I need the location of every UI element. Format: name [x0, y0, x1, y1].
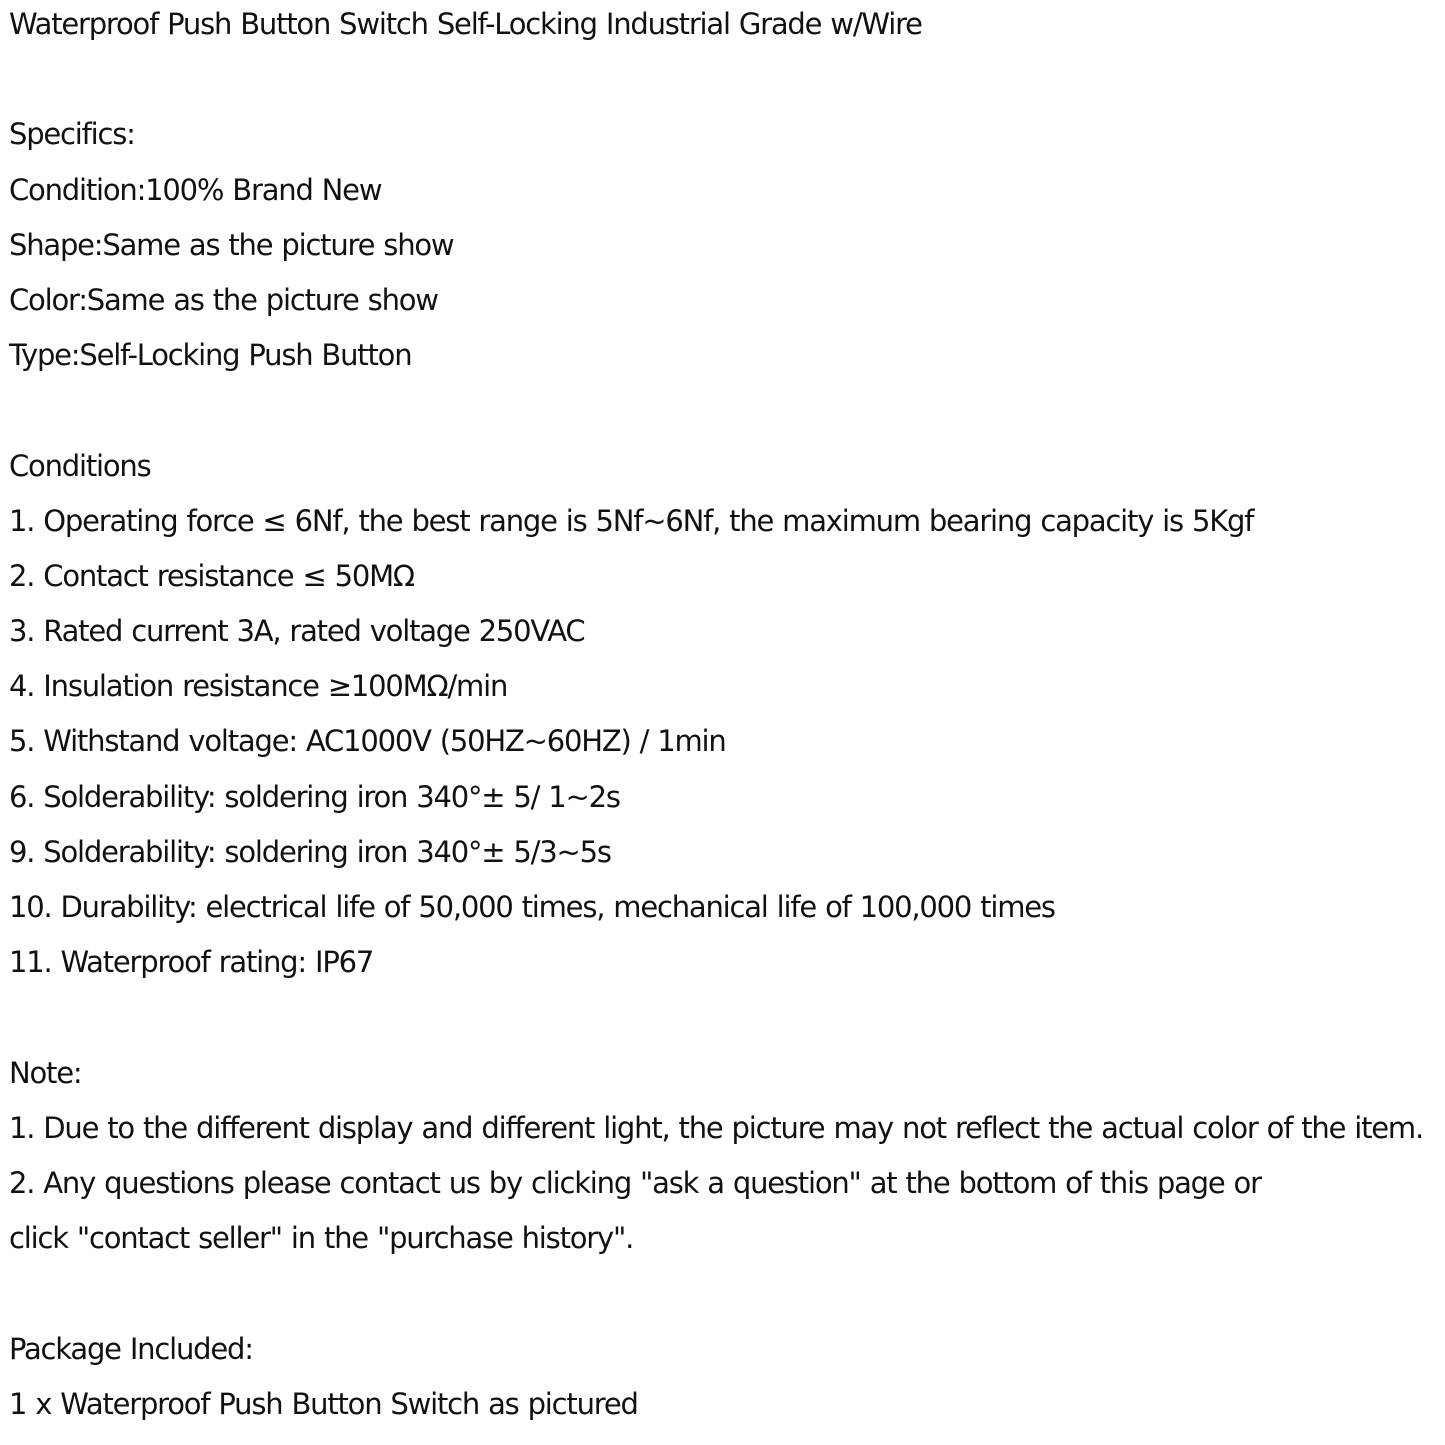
condition-item: 2. Contact resistance ≤ 50MΩ	[9, 558, 414, 593]
condition-item: 10. Durability: electrical life of 50,000 times, mechanical life of 100,000 times	[9, 890, 1055, 924]
product-description	[9, 0, 1441, 1432]
condition-item: 6. Solderability: soldering iron 340°± 5/ 1~2s	[9, 779, 620, 814]
spacer	[9, 52, 1441, 107]
spacer	[9, 1266, 1441, 1321]
spec-type: Type:Self-Locking Push Button	[9, 338, 412, 373]
note-item: 2. Any questions please contact us by clicking "ask a question" at the bottom of this page or	[9, 1165, 1261, 1200]
condition-item: 9. Solderability: soldering iron 340°± 5/3~5s	[9, 834, 611, 869]
spec-shape: Shape:Same as the picture show	[9, 227, 454, 262]
spacer	[9, 383, 1441, 438]
spec-color: Color:Same as the picture show	[9, 282, 438, 317]
spec-condition: Condition:100% Brand New	[9, 172, 382, 207]
spacer	[9, 990, 1441, 1045]
condition-item: 4. Insulation resistance ≥100MΩ/min	[9, 669, 508, 704]
product-title: Waterproof Push Button Switch Self-Locking Industrial Grade w/Wire	[9, 7, 922, 41]
conditions-heading: Conditions	[9, 448, 151, 483]
condition-item: 1. Operating force ≤ 6Nf, the best range is 5Nf~6Nf, the maximum bearing capacity is 5Kgf	[9, 503, 1254, 538]
condition-item: 5. Withstand voltage: AC1000V (50HZ~60HZ) / 1min	[9, 724, 726, 759]
package-heading: Package Included:	[9, 1331, 253, 1366]
package-item: 1 x Waterproof Push Button Switch as pictured	[9, 1386, 638, 1421]
note-heading: Note:	[9, 1055, 82, 1090]
specifics-heading: Specifics:	[9, 117, 135, 152]
condition-item: 11. Waterproof rating: IP67	[9, 945, 374, 980]
note-item: click "contact seller" in the "purchase history".	[9, 1221, 634, 1256]
condition-item: 3. Rated current 3A, rated voltage 250VAC	[9, 614, 585, 649]
note-item: 1. Due to the different display and different light, the picture may not reflect the actual color of the item.	[9, 1110, 1423, 1145]
